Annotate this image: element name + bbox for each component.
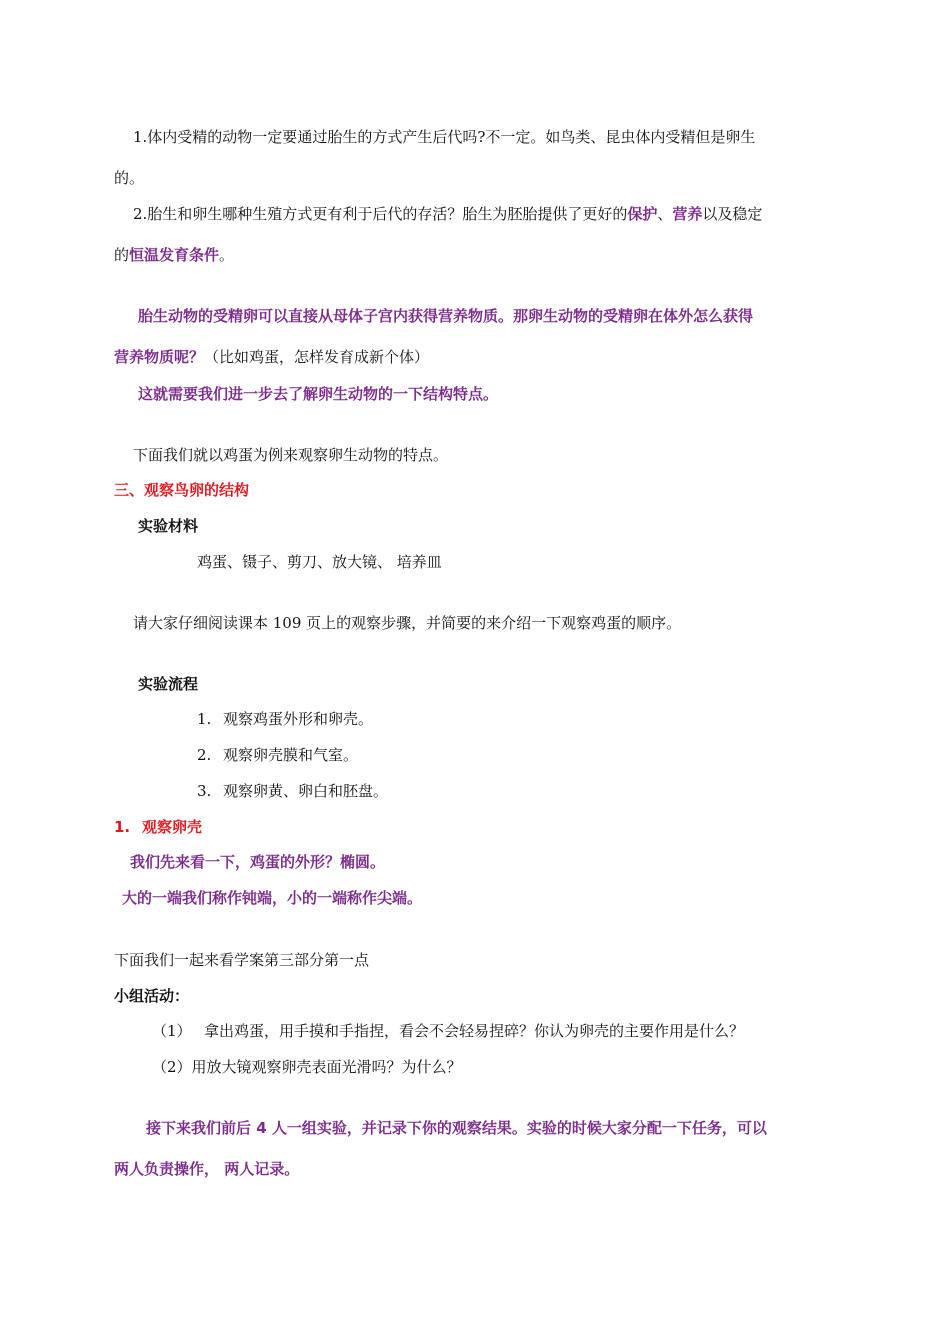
p2-text-end: 以及稳定 xyxy=(702,205,763,223)
materials-items: 鸡蛋、镊子、剪刀、放大镜、 培养皿 xyxy=(197,553,442,571)
process-step-2 xyxy=(197,745,358,765)
instruction: 请大家仔细阅读课本 109 页上的观察步骤，并简要的来介绍一下观察鸡蛋的顺序。 xyxy=(133,614,682,632)
process-heading: 实验流程 xyxy=(138,675,199,693)
q1-text: 拿出鸡蛋，用手摸和手指捏，看会不会轻易捏碎？你认为卵壳的主要作用是什么？ xyxy=(204,1022,745,1040)
p3-note: （比如鸡蛋，怎样发育成新个体） xyxy=(204,348,430,366)
process-step-3 xyxy=(197,781,388,801)
p3-bold: 营养物质呢？ xyxy=(114,348,205,366)
step-text: 观察鸡蛋外形和卵壳。 xyxy=(223,710,374,728)
step-num: 2. xyxy=(197,746,212,764)
p2-line1 xyxy=(133,204,762,224)
section3-title: 三、观察鸟卵的结构 xyxy=(114,481,250,499)
p7-line1: 接下来我们前后 4 人一组实验，并记录下你的观察结果。实验的时候大家分配一下任务，可以 xyxy=(146,1119,767,1137)
step-num: 1. xyxy=(197,710,212,728)
p6: 下面我们一起来看学案第三部分第一点 xyxy=(114,951,370,969)
step-text: 观察卵黄、卵白和胚盘。 xyxy=(223,782,389,800)
highlight-protection: 保护 xyxy=(627,205,658,223)
highlight-temperature: 恒温发育条件 xyxy=(129,246,220,264)
sub1-line2: 大的一端我们称作钝端，小的一端称作尖端。 xyxy=(122,889,423,907)
highlight-nutrition: 营养 xyxy=(672,205,703,223)
sub1-title-text: 观察卵壳 xyxy=(142,818,203,836)
materials-heading: 实验材料 xyxy=(138,517,199,535)
p1-line1: 1.体内受精的动物一定要通过胎生的方式产生后代吗?不一定。如鸟类、昆虫体内受精但是卵生 xyxy=(133,128,756,146)
p2-line2 xyxy=(114,245,234,265)
process-step-1 xyxy=(197,709,373,729)
sub1-num: 1. xyxy=(114,818,131,836)
group-heading: 小组活动： xyxy=(114,987,190,1005)
sub1-line1: 我们先来看一下，鸡蛋的外形？椭圆。 xyxy=(130,853,386,871)
group-q2: （2）用放大镜观察卵壳表面光滑吗？为什么？ xyxy=(152,1058,462,1076)
p2-text: 2.胎生和卵生哪种生殖方式更有利于后代的存活？胎生为胚胎提供了更好的 xyxy=(133,205,628,223)
step-text: 观察卵壳膜和气室。 xyxy=(223,746,359,764)
p2-line2-post: 。 xyxy=(219,246,235,264)
p7-line2: 两人负责操作， 两人记录。 xyxy=(114,1160,300,1178)
q1-num: （1） xyxy=(152,1022,192,1040)
group-q1 xyxy=(152,1021,744,1041)
p1-line2: 的。 xyxy=(114,169,145,187)
separator: 、 xyxy=(657,205,673,223)
step-num: 3. xyxy=(197,782,212,800)
p4: 这就需要我们进一步去了解卵生动物的一下结构特点。 xyxy=(138,385,499,403)
p3-line1: 胎生动物的受精卵可以直接从母体子宫内获得营养物质。那卵生动物的受精卵在体外怎么获得 xyxy=(138,307,754,325)
p2-line2-pre: 的 xyxy=(114,246,130,264)
p3-line2 xyxy=(114,347,429,367)
p5: 下面我们就以鸡蛋为例来观察卵生动物的特点。 xyxy=(133,446,449,464)
sub1-title xyxy=(114,817,202,837)
